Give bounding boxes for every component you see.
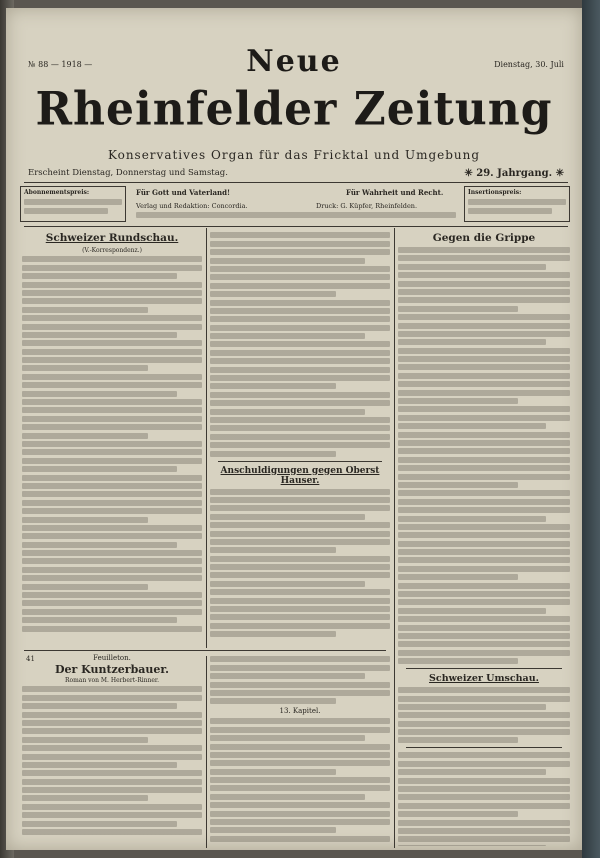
abonnement-label: Abonnementspreis:: [24, 189, 90, 196]
feuilleton-byline: Roman von M. Herbert-Rinner.: [64, 677, 160, 684]
page-edge: [582, 0, 600, 858]
feuilleton-left: [22, 654, 202, 846]
motto-left: Für Gott und Vaterland!: [136, 188, 231, 197]
issue-year: 1918: [61, 60, 82, 69]
header-rule: [24, 182, 568, 183]
schedule-text: Erscheint Dienstag, Donnerstag und Samstag.: [28, 168, 228, 178]
column-middle: [210, 230, 390, 650]
column-left: [22, 230, 202, 650]
masthead-title: Rheinfelder Zeitung: [35, 82, 553, 137]
chapter-heading: 13. Kapitel.: [279, 707, 321, 716]
feuilleton-title: Der Kuntzerbauer.: [54, 663, 170, 676]
right-article-title: Gegen die Grippe: [432, 232, 536, 244]
masthead-neue: Neue: [246, 44, 342, 79]
publisher-left: Verlag und Redaktion: Concordia.: [136, 202, 248, 210]
volume-value: 29. Jahrgang.: [476, 168, 553, 179]
inserate-label: Insertionspreis:: [468, 189, 522, 196]
issue-number: № 88: [28, 60, 49, 69]
volume-text: ✳ 29. Jahrgang. ✳: [464, 168, 564, 179]
mid-article-title: Anschuldigungen gegen Oberst Hauser.: [220, 465, 380, 486]
newspaper-page: [6, 8, 582, 850]
newspaper-subtitle: Konservatives Organ für das Fricktal und Umgebung: [107, 148, 481, 162]
inserate-box: [464, 186, 570, 222]
feuilleton-rule: [24, 650, 386, 651]
issue-info: № 88 — 1918 —: [28, 60, 93, 69]
right-article-title-2: Schweizer Umschau.: [429, 673, 539, 685]
motto-right: Für Wahrheit und Recht.: [346, 188, 444, 197]
left-article-byline: (V.-Korrespondenz.): [82, 247, 142, 254]
feuilleton-middle: [210, 654, 390, 846]
feuilleton-number: 41: [26, 655, 35, 663]
feuilleton-label: Feuilleton.: [93, 654, 131, 662]
abonnement-box: [20, 186, 126, 222]
column-right: [398, 230, 570, 846]
schedule-line: [28, 168, 564, 179]
issue-date: Dienstag, 30. Juli: [494, 60, 564, 69]
left-article-title: Schweizer Rundschau.: [45, 232, 179, 244]
publisher-right: Druck: G. Küpfer, Rheinfelden.: [316, 202, 418, 210]
columns-rule: [24, 226, 568, 227]
